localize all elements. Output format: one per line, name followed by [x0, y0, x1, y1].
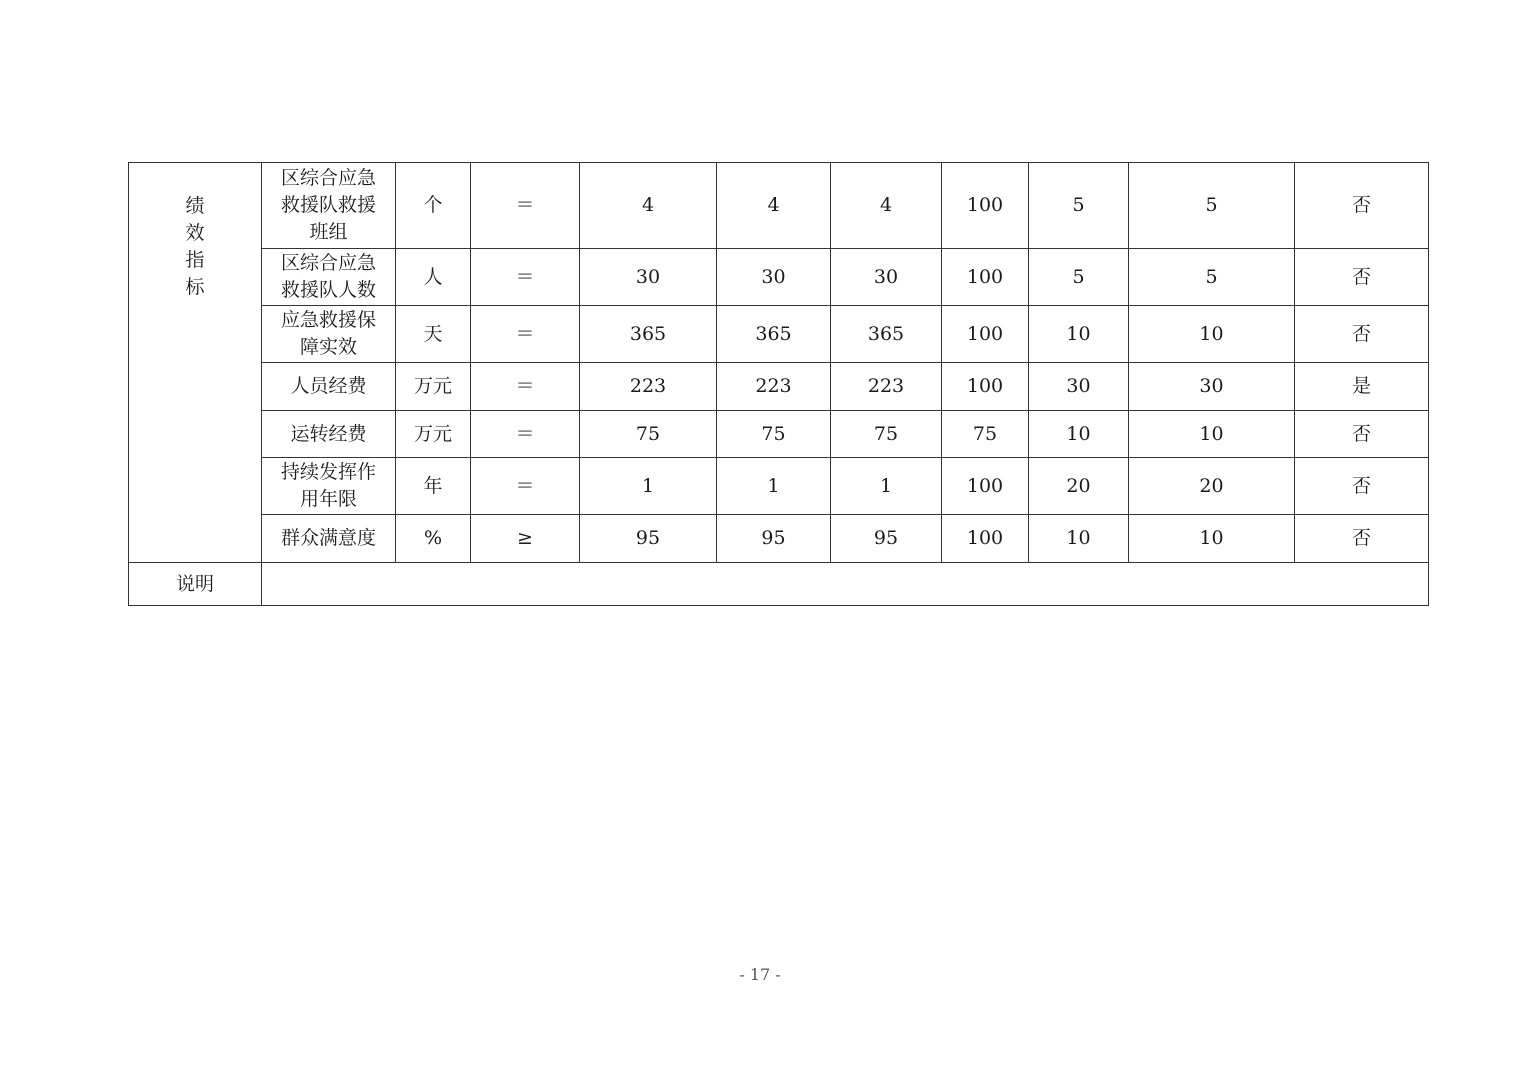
value-cell: 30	[717, 249, 831, 306]
table-row	[129, 515, 1429, 563]
performance-indicator-table	[128, 162, 1429, 606]
value-cell: 5	[1129, 249, 1295, 306]
value-cell: 100	[942, 249, 1029, 306]
table-row	[129, 249, 1429, 306]
value-cell: 365	[580, 306, 717, 363]
value-cell: 30	[831, 249, 942, 306]
unit-cell: 年	[396, 458, 471, 515]
flag-cell: 否	[1295, 515, 1429, 563]
flag-cell: 否	[1295, 163, 1429, 249]
value-cell: 20	[1029, 458, 1129, 515]
flag-cell: 否	[1295, 249, 1429, 306]
value-cell: 223	[831, 363, 942, 411]
value-cell: 10	[1129, 515, 1295, 563]
value-cell: 100	[942, 363, 1029, 411]
operator-cell: ＝	[471, 363, 580, 411]
indicator-name: 运转经费	[290, 422, 367, 445]
category-char: 指	[185, 249, 205, 271]
value-cell: 1	[717, 458, 831, 515]
category-char: 标	[185, 276, 205, 298]
operator-cell: ＝	[471, 458, 580, 515]
indicator-name: 区综合应急救援队救援班组	[280, 167, 376, 243]
note-label: 说明	[129, 563, 262, 606]
unit-cell: 天	[396, 306, 471, 363]
note-value	[262, 563, 1429, 606]
value-cell: 10	[1029, 515, 1129, 563]
operator-cell: ＝	[471, 411, 580, 458]
page-number: - 17 -	[739, 965, 781, 984]
value-cell: 10	[1029, 306, 1129, 363]
value-cell: 30	[1129, 363, 1295, 411]
value-cell: 100	[942, 163, 1029, 249]
flag-cell: 否	[1295, 411, 1429, 458]
value-cell: 100	[942, 306, 1029, 363]
operator-cell: ＝	[471, 163, 580, 249]
value-cell: 75	[580, 411, 717, 458]
value-cell: 100	[942, 515, 1029, 563]
unit-cell: 个	[396, 163, 471, 249]
flag-cell: 否	[1295, 306, 1429, 363]
unit-cell: %	[396, 515, 471, 563]
unit-cell: 万元	[396, 363, 471, 411]
indicator-name-cell	[262, 458, 396, 515]
table-row	[129, 458, 1429, 515]
value-cell: 75	[831, 411, 942, 458]
flag-cell: 否	[1295, 458, 1429, 515]
value-cell: 30	[1029, 363, 1129, 411]
operator-cell: ＝	[471, 249, 580, 306]
value-cell: 95	[580, 515, 717, 563]
operator-cell: ≥	[471, 515, 580, 563]
unit-cell: 人	[396, 249, 471, 306]
indicator-name: 区综合应急救援队人数	[280, 252, 376, 301]
value-cell: 10	[1129, 306, 1295, 363]
value-cell: 95	[717, 515, 831, 563]
flag-cell: 是	[1295, 363, 1429, 411]
indicator-name-cell	[262, 306, 396, 363]
value-cell: 5	[1129, 163, 1295, 249]
table-row	[129, 363, 1429, 411]
indicator-name-cell	[262, 363, 396, 411]
unit-cell: 万元	[396, 411, 471, 458]
value-cell: 1	[580, 458, 717, 515]
value-cell: 1	[831, 458, 942, 515]
value-cell: 4	[831, 163, 942, 249]
indicator-name-cell	[262, 515, 396, 563]
value-cell: 20	[1129, 458, 1295, 515]
value-cell: 75	[717, 411, 831, 458]
operator-cell: ＝	[471, 306, 580, 363]
value-cell: 223	[580, 363, 717, 411]
value-cell: 75	[942, 411, 1029, 458]
value-cell: 10	[1029, 411, 1129, 458]
value-cell: 223	[717, 363, 831, 411]
indicator-name-cell	[262, 411, 396, 458]
indicator-name: 持续发挥作用年限	[280, 461, 376, 510]
value-cell: 10	[1129, 411, 1295, 458]
category-char: 绩	[185, 195, 205, 217]
note-row	[129, 563, 1429, 606]
value-cell: 30	[580, 249, 717, 306]
indicator-name: 人员经费	[290, 375, 367, 397]
value-cell: 365	[717, 306, 831, 363]
value-cell: 5	[1029, 163, 1129, 249]
indicator-name-cell	[262, 249, 396, 306]
category-char: 效	[185, 222, 205, 244]
indicator-name: 应急救援保障实效	[280, 309, 376, 358]
indicator-name-cell	[262, 163, 396, 249]
value-cell: 5	[1029, 249, 1129, 306]
value-cell: 100	[942, 458, 1029, 515]
table-row	[129, 411, 1429, 458]
value-cell: 365	[831, 306, 942, 363]
table-row	[129, 163, 1429, 249]
value-cell: 95	[831, 515, 942, 563]
category-cell	[129, 163, 262, 563]
table-row	[129, 306, 1429, 363]
value-cell: 4	[580, 163, 717, 249]
indicator-name: 群众满意度	[280, 527, 376, 549]
value-cell: 4	[717, 163, 831, 249]
